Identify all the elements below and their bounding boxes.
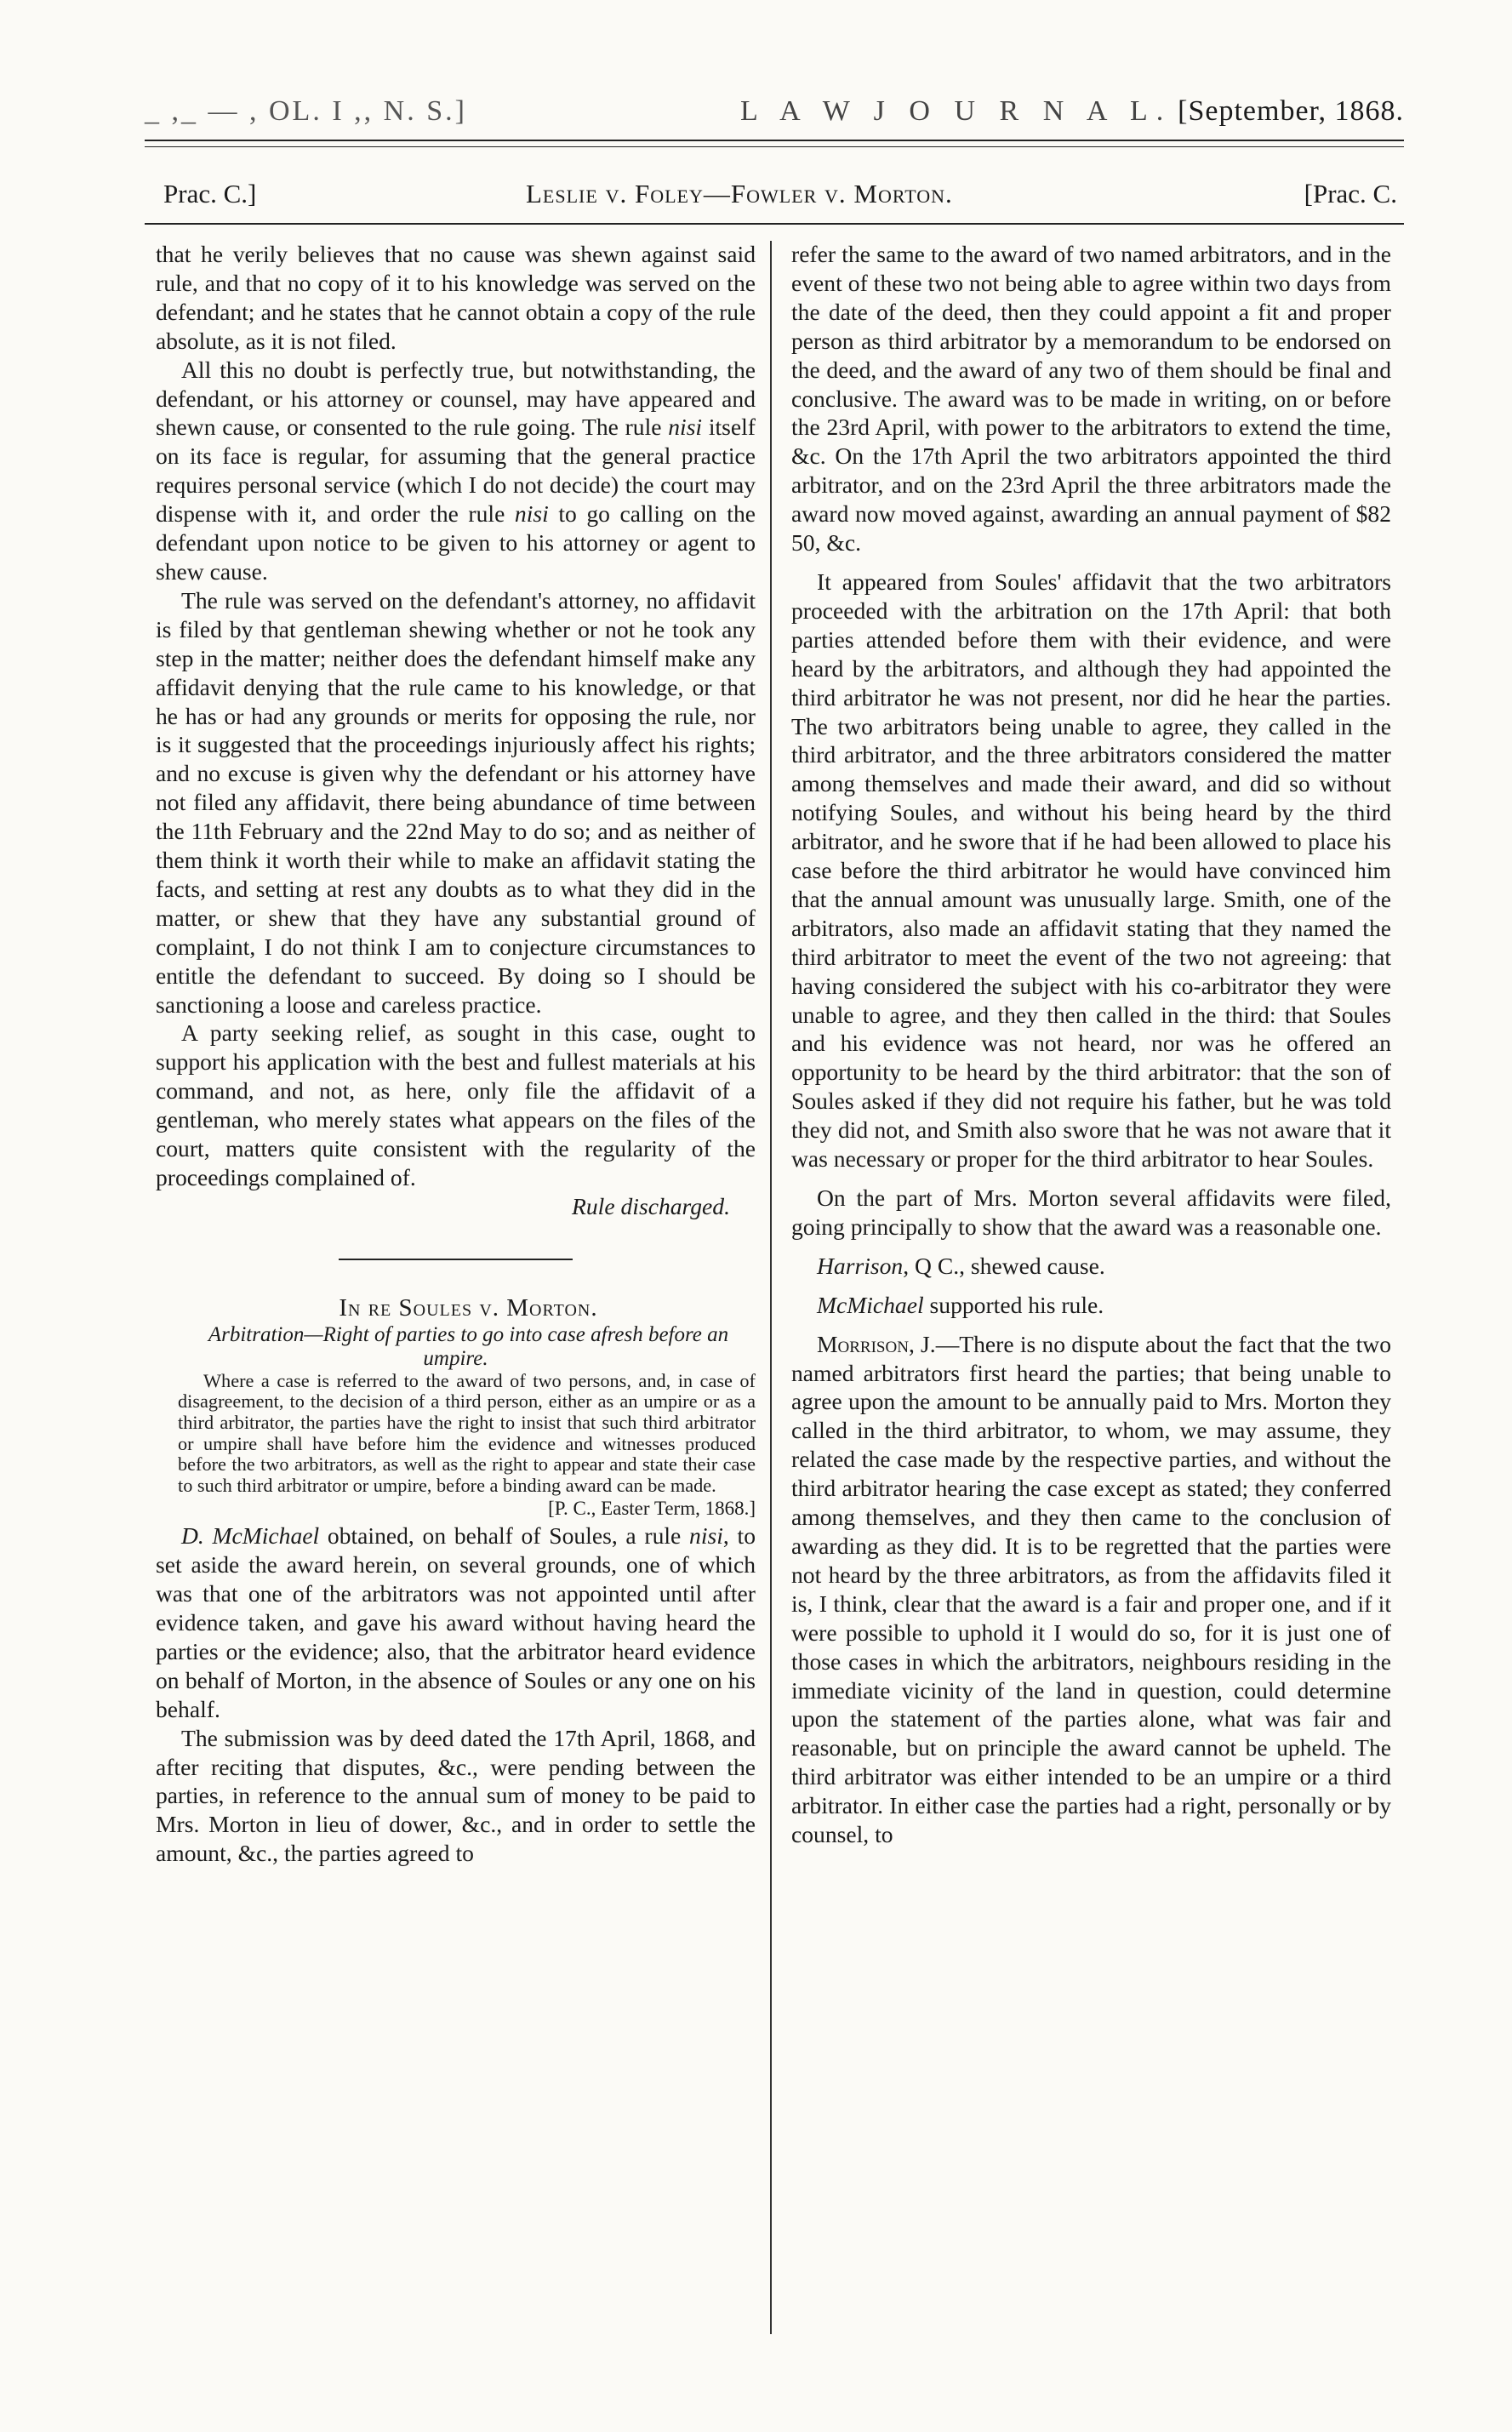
right-paragraph-6 bbox=[791, 1330, 1391, 1849]
subhead-case-names: Leslie v. Foley—Fowler v. Morton. bbox=[526, 179, 953, 208]
left-paragraph-1: that he verily believes that no cause was shewn against said rule, and that no copy of it to his knowledge was served on the defendant; and he states that he cannot obtain a copy of the rule absolute, as it is not filed. bbox=[156, 241, 756, 354]
rule-discharged: Rule discharged. bbox=[572, 1192, 730, 1219]
subhead-court-right: [Prac. C. bbox=[1304, 179, 1397, 208]
right-p5-text: supported his rule. bbox=[923, 1291, 1104, 1318]
judge-name: Morrison, J. bbox=[817, 1330, 936, 1357]
left-p2-text-b: itself on its face is regular, for assuming that the general practice requires personal service (which I do not decide) the court may dispense with it, and order the rule bbox=[156, 414, 756, 528]
right-paragraph-4 bbox=[791, 1252, 1391, 1281]
running-head-volume: _ ,_ — , OL. I ,, N. S.] bbox=[145, 95, 467, 127]
headnote: Where a case is referred to the award of two persons, and, in case of disagreement, to the decision of a third person, either as an umpire or as a third arbitrator, the parties have the right to insist that such third arbitrator or umpire shall have before him the evidence and witnesses produced before the two arbitrators, as well as the right to appear and state their case to such third arbitrator or umpire, before a binding award can be made. bbox=[178, 1369, 756, 1496]
right-paragraph-1: refer the same to the award of two named arbitrators, and in the event of these two not being able to agree within two days from the date of the deed, then they could appoint a fit and proper person as third arbitrator by a memorandum to be endorsed on the deed, and the award of any two of them should be final and conclusive. The award was to be made in writing, on or before the 23rd April, with power to the arbitrators to extend the time, &c. On the 17th April the two arbitrators appointed the third arbitrator, and on the 23rd April the three arbitrators made the award now moved against, awarding an annual payment of $82 50, &c. bbox=[791, 241, 1391, 557]
left-paragraph-3: The rule was served on the defendant's attorney, no affidavit is filed by that gentleman shewing whether or not he took any step in the matter; neither does the defendant himself make any affidavit denying that the rule came to his knowledge, or that he has or had any grounds or merits for opposing the rule, nor is it suggested that the proceedings injuriously affect his rights; and no excuse is given why the defendant or his attorney have not filed any affidavit, there being abundance of time between the 11th February and the 22nd May to do so; and as neither of them think it worth their while to make an affidavit stating the facts, and setting at rest any doubts as to what they did in the matter, or shew that they have any substantial ground of complaint, I do not think I am to conjecture circumstances to entitle the defendant to succeed. By doing so I should be sanctioning a loose and careless practice. bbox=[156, 586, 756, 1018]
case-separator-rule bbox=[339, 1259, 573, 1260]
left-paragraph-2 bbox=[156, 356, 756, 586]
right-p6-text: —There is no dispute about the fact that the two named arbitrators first heard the parties; that being unable to agree upon the amount to be annually paid to Mrs. Morton they called in the third arbitrator, to whom, we may assume, they related the case made by the respective parties, and without the third arbitrator hearing the case except as stated; they conferred among themselves, and they then came to the conclusion of awarding as they did. It is to be regretted that the parties were not heard by the three arbitrators, as from the affidavits filed it is, I think, clear that the award is a fair and proper one, and if it were possible to uphold it I would do so, for it is just one of those cases in which the arbitrators, neighbours residing in the immediate vicinity of the land in question, could determine upon the statement of the parties alone, what was fair and reasonable, but on principle the award cannot be upheld. The third arbitrator was either intended to be an umpire or a third arbitrator. In either case the parties had a right, personally or by counsel, to bbox=[791, 1330, 1391, 1848]
subhead-court-left: Prac. C.] bbox=[163, 179, 257, 208]
right-paragraph-2: It appeared from Soules' affidavit that the two arbitrators proceeded with the arbitration on the 17th April: that both parties attended before them with their evidence, and were heard by the arbitrators, and although they had appointed the third arbitrator he was not present, nor did he hear the parties. The two arbitrators being unable to agree, they called in the third arbitrator, and the three arbitrators considered the matter among themselves and made their award, and did so without notifying Soules, and without his being heard by the third arbitrator, and he swore that if he had been allowed to place his case before the third arbitrator he would have convinced him that the annual amount was unusually large. Smith, one of the arbitrators, also made an affidavit stating that they named the third arbitrator to meet the event of the two not agreeing: that having considered the subject with his co-arbitrator they were unable to agree, and they then called in the third: that Soules and his evidence was not heard, nor was he offered an opportunity to be heard by the third arbitrator: that the son of Soules asked if they did not require his father, but he was told they did not, and Smith also swore that he was not aware that it was necessary or proper for the third arbitrator to hear Soules. bbox=[791, 568, 1391, 1173]
column-divider bbox=[770, 241, 772, 2334]
right-paragraph-3: On the part of Mrs. Morton several affidavits were filed, going principally to show that the award was a reasonable one. bbox=[791, 1185, 1391, 1240]
case-subhead bbox=[145, 179, 1404, 213]
case-subtitle: Arbitration—Right of parties to go into case afresh before an umpire. bbox=[208, 1322, 729, 1370]
left-p5-text-b: , to set aside the award herein, on several grounds, one of which was that one of the arbitrators was not appointed until after evidence taken, and gave his award without having heard the parties or the evidence; also, that the arbitrator heard evidence on behalf of Morton, in the absence of Soules or any one on his behalf. bbox=[156, 1522, 756, 1722]
left-p2-nisi: nisi bbox=[668, 414, 703, 441]
left-paragraph-4: A party seeking relief, as sought in this case, ought to support his application with the best and fullest materials at his command, and not, as here, only file the affidavit of a gentleman, who merely states what appears on the files of the court, matters quite consistent with the regularity of the proceedings complained of. bbox=[156, 1019, 756, 1190]
right-paragraph-5 bbox=[791, 1291, 1391, 1320]
header-double-rule bbox=[145, 140, 1404, 147]
left-column bbox=[156, 240, 756, 1868]
left-paragraph-5 bbox=[156, 1521, 756, 1723]
left-paragraph-6: The submission was by deed dated the 17th April, 1868, and after reciting that disputes, &c., were pending between the parties, in reference to the annual sum of money to be paid to Mrs. Morton in lieu of dower, &c., and in order to settle the amount, &c., the parties agreed to bbox=[156, 1724, 756, 1867]
running-head-date: [September, 1868. bbox=[1178, 95, 1404, 127]
left-p2-nisi-2: nisi bbox=[514, 500, 549, 528]
counsel-harrison: Harrison bbox=[817, 1252, 904, 1279]
subhead-rule bbox=[145, 223, 1404, 225]
right-p4-text: , Q C., shewed cause. bbox=[903, 1252, 1105, 1279]
running-head-journal-title: L A W J O U R N A L. bbox=[740, 95, 1173, 127]
counsel-name: D. McMichael bbox=[181, 1522, 320, 1550]
term-citation: [P. C., Easter Term, 1868.] bbox=[548, 1498, 756, 1520]
left-p5-nisi: nisi bbox=[689, 1522, 723, 1550]
case-title: In re Soules v. Morton. bbox=[339, 1293, 598, 1322]
counsel-mcmichael: McMichael bbox=[817, 1291, 924, 1318]
left-p2-text-a: All this no doubt is perfectly true, but notwithstanding, the defendant, or his attorney or counsel, may have appeared and shewn cause, or consented to the rule going. The rule bbox=[156, 356, 756, 441]
right-column bbox=[791, 240, 1391, 1849]
running-head bbox=[145, 95, 1404, 133]
left-p5-text-a: obtained, on behalf of Soules, a rule bbox=[319, 1522, 690, 1550]
left-p2-text-c: to go calling on the defendant upon notice to be given to his attorney or agent to shew cause. bbox=[156, 500, 756, 585]
